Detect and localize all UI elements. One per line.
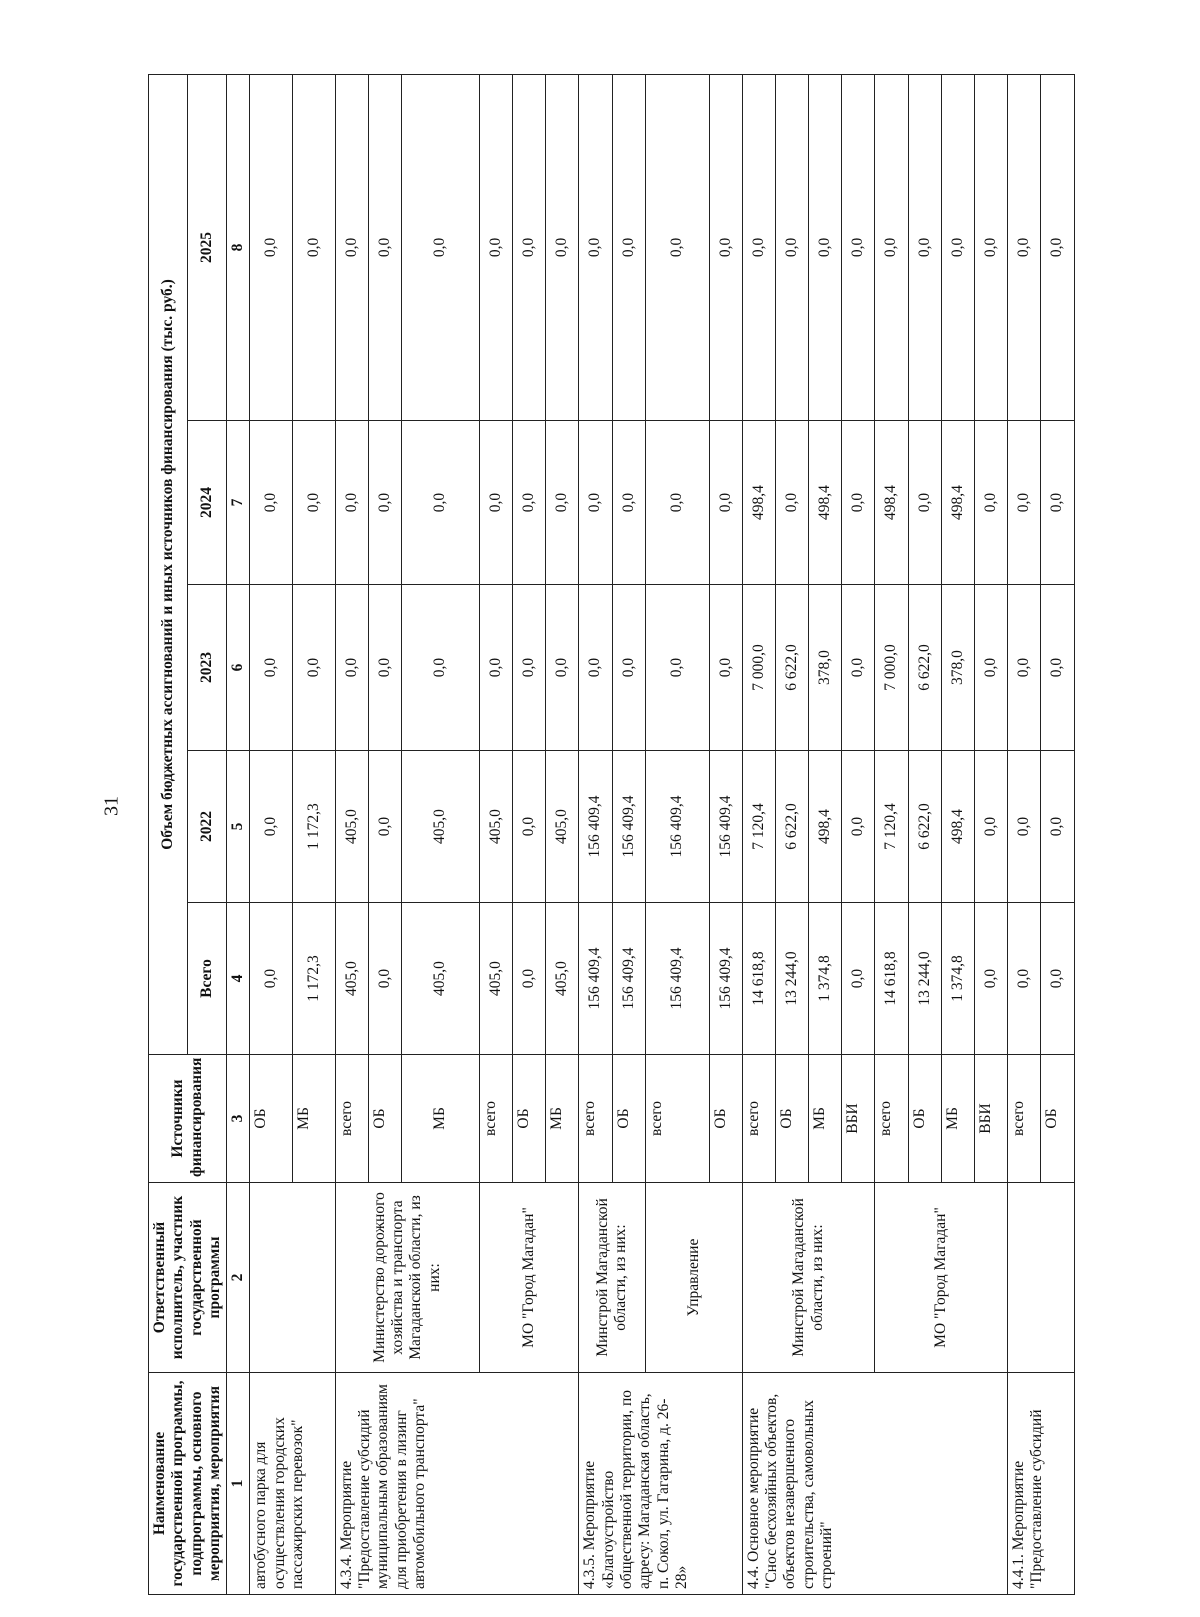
value-cell: 156 409,4 <box>709 903 742 1055</box>
column-number: 6 <box>227 585 250 751</box>
value-cell: 156 409,4 <box>709 751 742 903</box>
header-2025: 2025 <box>188 74 227 420</box>
table-row <box>1008 74 1041 1594</box>
value-cell: 1 172,3 <box>293 751 336 903</box>
value-cell: 0,0 <box>1008 74 1041 420</box>
value-cell: 0,0 <box>974 903 1007 1055</box>
source-cell: всего <box>645 1055 709 1183</box>
value-cell: 0,0 <box>250 74 293 420</box>
value-cell: 0,0 <box>1008 903 1041 1055</box>
source-cell: всего <box>1008 1055 1041 1183</box>
source-cell: МБ <box>809 1055 842 1183</box>
column-number-row <box>227 74 250 1594</box>
executor-cell <box>250 1183 335 1373</box>
column-number: 3 <box>227 1055 250 1183</box>
value-cell: 0,0 <box>842 585 875 751</box>
value-cell: 0,0 <box>742 74 775 420</box>
table-row <box>250 74 293 1594</box>
source-cell: ОБ <box>1041 1055 1074 1183</box>
value-cell: 0,0 <box>1008 421 1041 585</box>
table-row <box>742 74 775 1594</box>
program-name-cell: автобусного парка для осуществления городских пассажирских перевозок" <box>250 1373 335 1595</box>
header-2023: 2023 <box>188 585 227 751</box>
value-cell: 0,0 <box>1041 751 1074 903</box>
value-cell: 0,0 <box>368 74 401 420</box>
executor-cell: Минстрой Магаданской области, из них: <box>579 1183 645 1373</box>
value-cell: 0,0 <box>513 903 546 1055</box>
value-cell: 0,0 <box>709 421 742 585</box>
source-cell: всего <box>479 1055 512 1183</box>
value-cell: 156 409,4 <box>645 903 709 1055</box>
value-cell: 0,0 <box>368 421 401 585</box>
value-cell: 378,0 <box>941 585 974 751</box>
value-cell: 156 409,4 <box>579 903 612 1055</box>
value-cell: 405,0 <box>335 903 368 1055</box>
value-cell: 0,0 <box>974 74 1007 420</box>
source-cell: ОБ <box>908 1055 941 1183</box>
value-cell: 498,4 <box>742 421 775 585</box>
value-cell: 6 622,0 <box>775 751 808 903</box>
value-cell: 0,0 <box>250 751 293 903</box>
value-cell: 0,0 <box>908 421 941 585</box>
value-cell: 0,0 <box>579 74 612 420</box>
table-row <box>479 74 512 1594</box>
value-cell: 0,0 <box>546 421 579 585</box>
value-cell: 0,0 <box>709 74 742 420</box>
executor-cell: Министерство дорожного хозяйства и транспорта Магаданской области, из них: <box>335 1183 479 1373</box>
value-cell: 0,0 <box>875 74 908 420</box>
value-cell: 0,0 <box>335 585 368 751</box>
value-cell: 1 374,8 <box>809 903 842 1055</box>
table-row <box>335 74 368 1594</box>
value-cell: 0,0 <box>546 74 579 420</box>
value-cell: 6 622,0 <box>908 751 941 903</box>
value-cell: 0,0 <box>1041 421 1074 585</box>
value-cell: 0,0 <box>809 74 842 420</box>
program-name-cell: 4.3.4. Мероприятие "Предоставление субсидий муниципальным образованиям для приобретения в лизинг автомобильного транспорта" <box>335 1373 579 1595</box>
value-cell: 405,0 <box>479 751 512 903</box>
source-cell: всего <box>335 1055 368 1183</box>
value-cell: 498,4 <box>941 421 974 585</box>
value-cell: 0,0 <box>645 585 709 751</box>
source-cell: ОБ <box>775 1055 808 1183</box>
value-cell: 0,0 <box>612 585 645 751</box>
value-cell: 0,0 <box>479 585 512 751</box>
value-cell: 156 409,4 <box>579 751 612 903</box>
value-cell: 0,0 <box>1041 903 1074 1055</box>
value-cell: 13 244,0 <box>908 903 941 1055</box>
value-cell: 7 120,4 <box>875 751 908 903</box>
value-cell: 0,0 <box>842 903 875 1055</box>
value-cell: 405,0 <box>546 751 579 903</box>
value-cell: 0,0 <box>368 751 401 903</box>
value-cell: 0,0 <box>1041 585 1074 751</box>
source-cell: ВБИ <box>842 1055 875 1183</box>
value-cell: 0,0 <box>974 585 1007 751</box>
value-cell: 0,0 <box>645 421 709 585</box>
value-cell: 0,0 <box>368 903 401 1055</box>
value-cell: 0,0 <box>250 585 293 751</box>
value-cell: 14 618,8 <box>742 903 775 1055</box>
value-cell: 0,0 <box>368 585 401 751</box>
value-cell: 0,0 <box>579 421 612 585</box>
page-number: 31 <box>100 796 123 816</box>
value-cell: 0,0 <box>513 751 546 903</box>
value-cell: 14 618,8 <box>875 903 908 1055</box>
column-number: 8 <box>227 74 250 420</box>
value-cell: 0,0 <box>335 421 368 585</box>
program-name-cell: 4.4. Основное мероприятие "Снос бесхозяйных объектов, объектов незавершенного строительства, самовольных строений" <box>742 1373 1007 1595</box>
table-row <box>579 74 612 1594</box>
value-cell: 0,0 <box>974 751 1007 903</box>
table-row <box>645 74 709 1594</box>
value-cell: 498,4 <box>809 421 842 585</box>
source-cell: ВБИ <box>974 1055 1007 1183</box>
value-cell: 0,0 <box>974 421 1007 585</box>
value-cell: 405,0 <box>479 903 512 1055</box>
header-2022: 2022 <box>188 751 227 903</box>
value-cell: 0,0 <box>908 74 941 420</box>
executor-cell: МО "Город Магадан" <box>875 1183 1008 1373</box>
value-cell: 0,0 <box>941 74 974 420</box>
value-cell: 0,0 <box>842 74 875 420</box>
program-name-cell: 4.4.1. Мероприятие "Предоставление субсидий <box>1008 1373 1075 1595</box>
value-cell: 0,0 <box>1008 585 1041 751</box>
value-cell: 378,0 <box>809 585 842 751</box>
source-cell: ОБ <box>709 1055 742 1183</box>
source-cell: всего <box>579 1055 612 1183</box>
value-cell: 405,0 <box>401 903 479 1055</box>
column-number: 1 <box>227 1373 250 1595</box>
source-cell: ОБ <box>513 1055 546 1183</box>
value-cell: 1 374,8 <box>941 903 974 1055</box>
header-program-name: Наименование государственной программы, подпрограммы, основного мероприятия, мероприятия <box>149 1373 227 1595</box>
header-sources: Источники финансирования <box>149 1055 227 1183</box>
value-cell: 405,0 <box>335 751 368 903</box>
header-executor: Ответственный исполнитель, участник государственной программы <box>149 1183 227 1373</box>
value-cell: 0,0 <box>775 74 808 420</box>
value-cell: 0,0 <box>513 585 546 751</box>
column-number: 4 <box>227 903 250 1055</box>
value-cell: 0,0 <box>513 74 546 420</box>
value-cell: 6 622,0 <box>775 585 808 751</box>
executor-cell: МО "Город Магадан" <box>479 1183 578 1373</box>
value-cell: 156 409,4 <box>612 903 645 1055</box>
value-cell: 498,4 <box>941 751 974 903</box>
value-cell: 0,0 <box>335 74 368 420</box>
header-financing-volume: Объем бюджетных ассигнований и иных источников финансирования (тыс. руб.) <box>149 74 188 1054</box>
value-cell: 7 120,4 <box>742 751 775 903</box>
source-cell: всего <box>875 1055 908 1183</box>
column-number: 5 <box>227 751 250 903</box>
value-cell: 0,0 <box>513 421 546 585</box>
source-cell: МБ <box>401 1055 479 1183</box>
value-cell: 0,0 <box>1008 751 1041 903</box>
source-cell: ОБ <box>368 1055 401 1183</box>
table-row <box>875 74 908 1594</box>
value-cell: 13 244,0 <box>775 903 808 1055</box>
financing-table <box>148 74 1075 1595</box>
value-cell: 0,0 <box>479 74 512 420</box>
value-cell: 0,0 <box>842 751 875 903</box>
value-cell: 405,0 <box>401 751 479 903</box>
value-cell: 0,0 <box>1041 74 1074 420</box>
value-cell: 6 622,0 <box>908 585 941 751</box>
value-cell: 0,0 <box>612 421 645 585</box>
value-cell: 0,0 <box>842 421 875 585</box>
source-cell: всего <box>742 1055 775 1183</box>
value-cell: 0,0 <box>401 74 479 420</box>
value-cell: 0,0 <box>709 585 742 751</box>
value-cell: 7 000,0 <box>875 585 908 751</box>
source-cell: ОБ <box>250 1055 293 1183</box>
executor-cell: Минстрой Магаданской области, из них: <box>742 1183 875 1373</box>
program-name-cell: 4.3.5. Мероприятие «Благоустройство общественной территории, по адресу: Магаданская область, п. Сокол, ул. Гагарина, д. 26-28» <box>579 1373 742 1595</box>
value-cell: 0,0 <box>645 74 709 420</box>
value-cell: 0,0 <box>250 421 293 585</box>
value-cell: 7 000,0 <box>742 585 775 751</box>
value-cell: 0,0 <box>579 585 612 751</box>
rotated-page-content <box>148 75 1066 1595</box>
value-cell: 0,0 <box>612 74 645 420</box>
value-cell: 1 172,3 <box>293 903 336 1055</box>
value-cell: 0,0 <box>775 421 808 585</box>
header-total: Всего <box>188 903 227 1055</box>
value-cell: 0,0 <box>293 585 336 751</box>
executor-cell <box>1008 1183 1075 1373</box>
value-cell: 0,0 <box>293 74 336 420</box>
source-cell: МБ <box>941 1055 974 1183</box>
value-cell: 0,0 <box>293 421 336 585</box>
value-cell: 0,0 <box>401 421 479 585</box>
source-cell: МБ <box>293 1055 336 1183</box>
executor-cell: Управление <box>645 1183 742 1373</box>
value-cell: 405,0 <box>546 903 579 1055</box>
value-cell: 156 409,4 <box>612 751 645 903</box>
value-cell: 0,0 <box>250 903 293 1055</box>
source-cell: МБ <box>546 1055 579 1183</box>
value-cell: 0,0 <box>401 585 479 751</box>
header-2024: 2024 <box>188 421 227 585</box>
value-cell: 0,0 <box>479 421 512 585</box>
value-cell: 498,4 <box>809 751 842 903</box>
column-number: 7 <box>227 421 250 585</box>
value-cell: 498,4 <box>875 421 908 585</box>
value-cell: 0,0 <box>546 585 579 751</box>
column-number: 2 <box>227 1183 250 1373</box>
value-cell: 156 409,4 <box>645 751 709 903</box>
source-cell: ОБ <box>612 1055 645 1183</box>
